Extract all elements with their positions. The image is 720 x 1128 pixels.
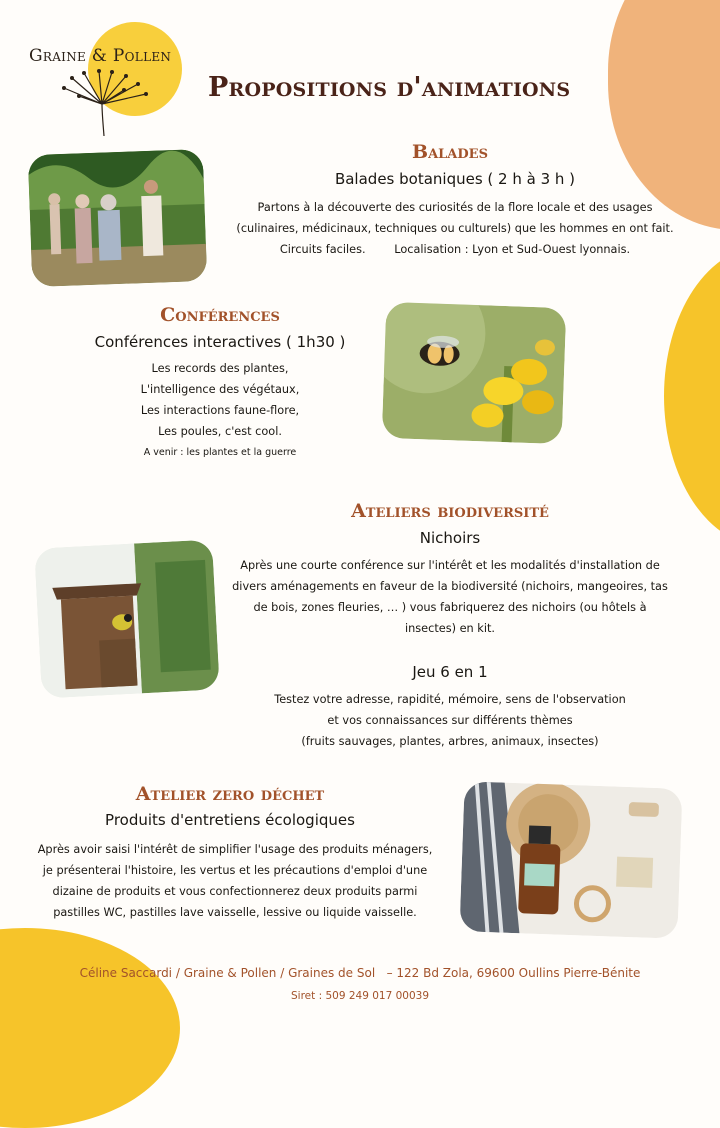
conference-topic: L'intelligence des végétaux,	[140, 383, 300, 396]
balades-heading: Balades	[412, 141, 488, 163]
conference-upcoming: A venir : les plantes et la guerre	[143, 447, 297, 458]
conference-topic: Les interactions faune-flore,	[140, 404, 300, 417]
jeu-description	[230, 689, 670, 752]
photo-wooden-nest-box-with-bird	[34, 539, 220, 698]
zero-dechet-line: pastilles WC, pastilles lave vaisselle, lessive ou liquide vaisselle.	[53, 906, 417, 919]
zero-dechet-line: je présenterai l'histoire, les vertus et les précautions d'emploi d'une	[42, 864, 428, 877]
ateliers-subtitle: Nichoirs	[419, 529, 481, 547]
logo-text: Graine & Pollen	[29, 46, 172, 66]
balades-line: (culinaires, médicinaux, techniques ou culturels) que les hommes en ont fait.	[236, 222, 674, 235]
ateliers-description	[220, 555, 680, 639]
jeu-line: (fruits sauvages, plantes, arbres, animaux, insectes)	[301, 735, 599, 748]
jeu-line: et vos connaissances sur différents thèmes	[327, 714, 573, 727]
conference-topic: Les records des plantes,	[151, 362, 289, 375]
photo-group-walking-in-garden	[28, 149, 208, 287]
balades-subtitle: Balades botaniques ( 2 h à 3 h )	[334, 170, 576, 188]
balades-line: Circuits faciles. Localisation : Lyon et Sud-Ouest lyonnais.	[279, 243, 631, 256]
ateliers-line: de bois, zones fleuries, … ) vous fabriquerez des nichoirs (ou hôtels à	[253, 601, 647, 614]
photo-bee-on-yellow-flower	[382, 302, 567, 444]
zero-dechet-line: Après avoir saisi l'intérêt de simplifier l'usage des produits ménagers,	[37, 843, 433, 856]
yellow-decor-blob-bottom	[0, 928, 180, 1128]
photo-zero-waste-cleaning-products	[459, 781, 682, 939]
jeu-subtitle: Jeu 6 en 1	[412, 663, 488, 681]
yellow-decor-blob-right	[664, 246, 720, 546]
footer-siret: Siret : 509 249 017 00039	[291, 990, 429, 1002]
conferences-subtitle: Conférences interactives ( 1h30 )	[94, 333, 346, 351]
zero-dechet-subtitle: Produits d'entretiens écologiques	[105, 811, 355, 829]
ateliers-line: insectes) en kit.	[404, 622, 495, 635]
conference-topic: Les poules, c'est cool.	[158, 425, 282, 438]
balades-description	[210, 197, 700, 260]
ateliers-heading: Ateliers biodiversité	[351, 500, 549, 522]
page-title: Propositions d'animations	[208, 72, 571, 103]
umbel-plant-icon	[54, 68, 154, 138]
orange-decor-blob	[608, 0, 720, 230]
footer-address: Céline Saccardi / Graine & Pollen / Graines de Sol – 122 Bd Zola, 69600 Oullins Pierre-Bénite	[79, 966, 641, 980]
conferences-topics	[100, 358, 340, 463]
ateliers-line: Après une courte conférence sur l'intérêt et les modalités d'installation de	[240, 559, 660, 572]
conferences-heading: Conférences	[160, 304, 280, 326]
balades-line: Partons à la découverte des curiosités de la flore locale et des usages	[257, 201, 653, 214]
zero-dechet-description	[15, 839, 455, 923]
ateliers-line: divers aménagements en faveur de la biodiversité (nichoirs, mangeoires, tas	[232, 580, 668, 593]
zero-dechet-heading: Atelier zero déchet	[135, 783, 325, 805]
jeu-line: Testez votre adresse, rapidité, mémoire, sens de l'observation	[274, 693, 626, 706]
zero-dechet-line: dizaine de produits et vous confectionnerez deux produits parmi	[52, 885, 418, 898]
